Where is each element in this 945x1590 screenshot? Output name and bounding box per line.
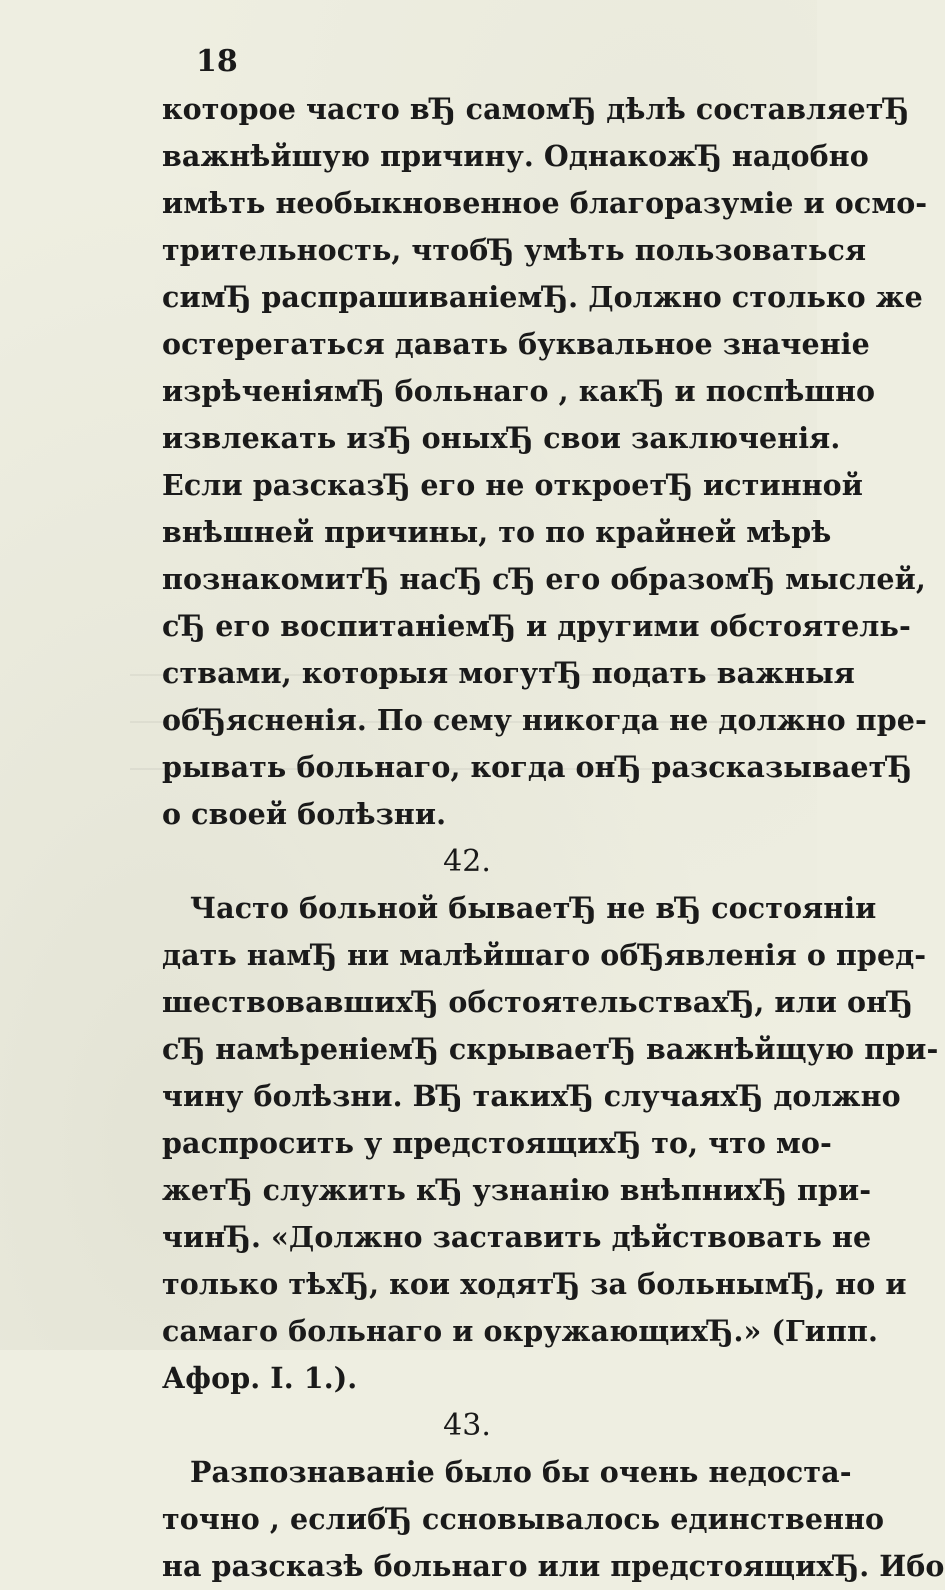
text-line: остерегаться давать буквальное значеніе xyxy=(162,327,870,361)
text-line: шествовавшихЂ обстоятельствахЂ, или онЂ xyxy=(162,985,913,1019)
paragraph-section-43 xyxy=(162,1449,945,1590)
text-line: только тѣхЂ, кои ходятЂ за больнымЂ, но и xyxy=(162,1267,907,1301)
text-line: самаго больнаго и окружающихЂ.» (Гипп. xyxy=(162,1314,878,1348)
text-line: трительность, чтобЂ умѣть пользоваться xyxy=(162,233,867,267)
text-line: извлекать изЂ оныхЂ свои заключенія. xyxy=(162,421,841,455)
text-line: сЂ его воспитаніемЂ и другими обстоятель- xyxy=(162,609,911,643)
text-line: дать намЂ ни малѣйшаго обЂявленія о пред- xyxy=(162,938,927,972)
text-line: Часто больной бываетЂ не вЂ состояніи xyxy=(190,891,877,925)
text-line: Разпознаваніе было бы очень недоста- xyxy=(190,1455,852,1489)
text-line: чину болѣзни. ВЂ такихЂ случаяхЂ должно xyxy=(162,1079,901,1113)
text-line: о своей болѣзни. xyxy=(162,797,447,831)
text-line: чинЂ. «Должно заставить дѣйствовать не xyxy=(162,1220,872,1254)
section-number: 43. xyxy=(443,1408,491,1443)
paragraph-section-42 xyxy=(162,885,939,1402)
text-line: обЂясненія. По сему никогда не должно пре- xyxy=(162,703,927,737)
page-body xyxy=(162,86,945,1590)
text-line: внѣшней причины, то по крайней мѣрѣ xyxy=(162,515,832,549)
text-line: имѣть необыкновенное благоразуміе и осмо- xyxy=(162,186,928,220)
text-line: симЂ распрашиваніемЂ. Должно столько же xyxy=(162,280,923,314)
text-line: изрѣченіямЂ больнаго , какЂ и поспѣшно xyxy=(162,374,876,408)
text-line: распросить у предстоящихЂ то, что мо- xyxy=(162,1126,832,1160)
text-line: точно , еслибЂ ссновывалось единственно xyxy=(162,1502,885,1536)
text-line: сЂ намѣреніемЂ скрываетЂ важнѣйщую при- xyxy=(162,1032,939,1066)
text-line: ствами, которыя могутЂ подать важныя xyxy=(162,656,855,690)
text-line: Если разсказЂ его не откроетЂ истинной xyxy=(162,468,864,502)
text-line: которое часто вЂ самомЂ дѣлѣ составляетЂ xyxy=(162,92,910,126)
text-line: рывать больнаго, когда онЂ разсказываетЂ xyxy=(162,750,913,784)
section-number: 42. xyxy=(443,844,491,879)
text-line: важнѣйшую причину. ОднакожЂ надобно xyxy=(162,139,869,173)
text-line: Афор. I. 1.). xyxy=(162,1361,358,1395)
text-line: жетЂ служить кЂ узнанію внѣпнихЂ при- xyxy=(162,1173,872,1207)
text-line: на разсказѣ больнаго или предстоящихЂ. Ибо xyxy=(162,1549,945,1583)
paragraph-continuation xyxy=(162,86,928,838)
text-line: познакомитЂ насЂ сЂ его образомЂ мыслей, xyxy=(162,562,926,596)
page-number: 18 xyxy=(196,44,238,79)
